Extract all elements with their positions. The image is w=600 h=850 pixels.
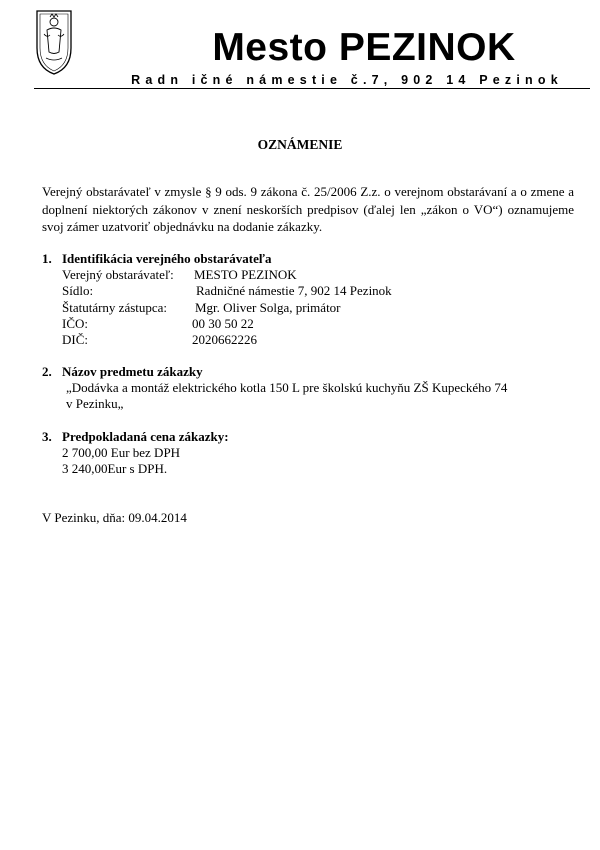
section-number: 2. — [42, 364, 52, 379]
section-number: 3. — [42, 429, 52, 444]
intro-paragraph: Verejný obstarávateľ v zmysle § 9 ods. 9 zákona č. 25/2006 Z.z. o verejnom obstarávaní a o zmene a doplnení niektorých zákonov v znení neskorších predpisov (ďalej len „zákon o VO“) oznamujeme svoj zámer uzatvoriť objednávku na dodanie zákazky. — [42, 184, 574, 234]
coat-of-arms-icon — [34, 8, 74, 76]
subject-description — [62, 380, 507, 412]
detail-label: IČO: — [62, 315, 88, 331]
detail-value: MESTO PEZINOK — [194, 267, 297, 283]
document-title: OZNÁMENIE — [257, 137, 343, 152]
price-details — [62, 445, 180, 477]
detail-value: 00 30 50 22 — [192, 315, 254, 331]
detail-value: Mgr. Oliver Solga, primátor — [195, 299, 341, 315]
price-without-vat: 2 700,00 Eur bez DPH — [62, 445, 181, 461]
price-with-vat: 3 240,00Eur s DPH. — [62, 461, 168, 477]
header-divider — [34, 88, 590, 89]
detail-label: Verejný obstarávateľ: — [62, 267, 174, 283]
detail-value: Radničné námestie 7, 902 14 Pezinok — [196, 283, 392, 299]
subject-line: v Pezinku„ — [66, 396, 124, 412]
section-heading: Predpokladaná cena zákazky: — [62, 429, 229, 444]
detail-label: DIČ: — [62, 331, 88, 347]
place-and-date: V Pezinku, dňa: 09.04.2014 — [42, 510, 187, 525]
letterhead — [34, 8, 590, 94]
detail-label: Štatutárny zástupca: — [62, 299, 168, 315]
city-title: Mesto PEZINOK — [212, 26, 516, 69]
detail-label: Sídlo: — [62, 283, 94, 299]
section-number: 1. — [42, 251, 52, 266]
section-heading: Názov predmetu zákazky — [62, 364, 203, 379]
section-heading: Identifikácia verejného obstarávateľa — [62, 251, 272, 266]
subject-line: „Dodávka a montáž elektrického kotla 150 L pre školskú kuchyňu ZŠ Kupeckého 74 — [66, 380, 508, 396]
detail-value: 2020662226 — [192, 331, 257, 347]
city-address: Radn ičné námestie č.7, 902 14 Pezinok — [131, 73, 563, 87]
